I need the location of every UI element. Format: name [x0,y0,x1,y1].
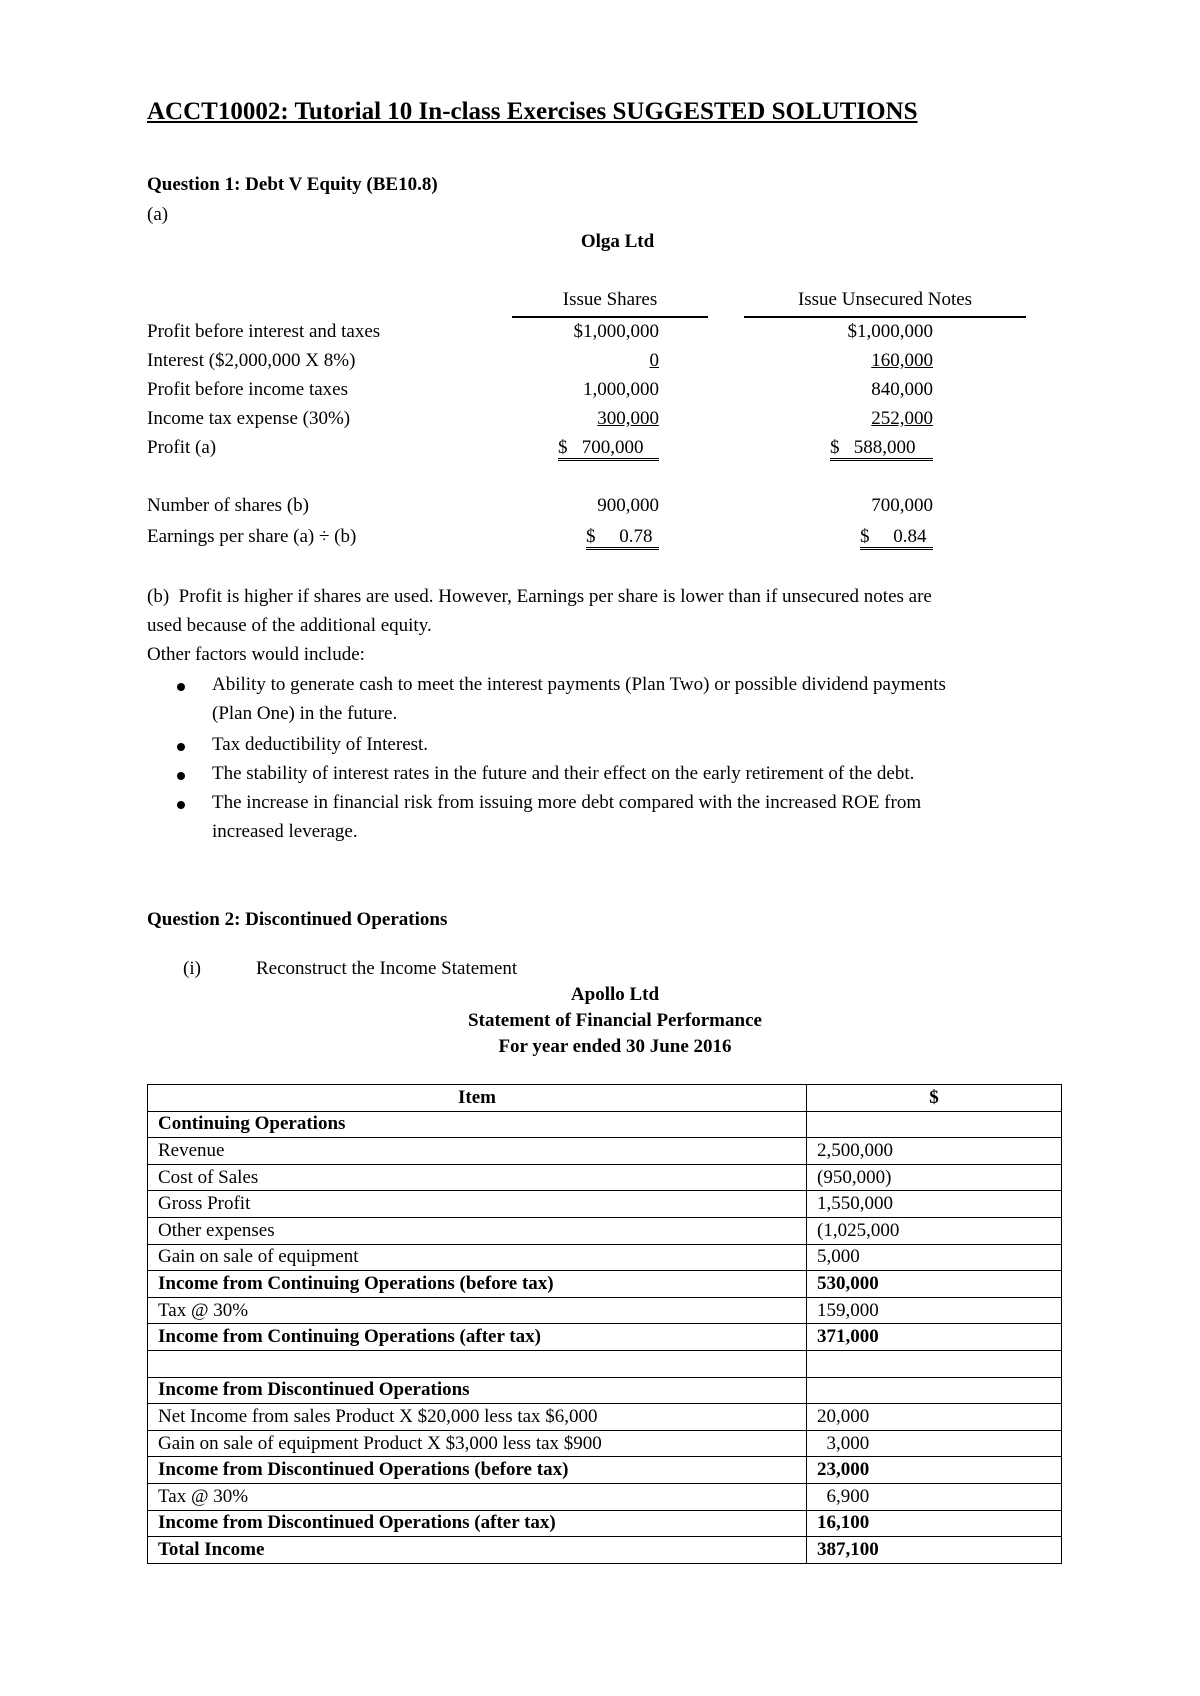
document-title: ACCT10002: Tutorial 10 In-class Exercises SUGGESTED SOLUTIONS [147,98,918,125]
table-row [148,1483,1062,1510]
q1-row-shares-value [586,526,659,550]
table-row [148,1324,1062,1351]
q2-part-i-text: Reconstruct the Income Statement [256,958,518,979]
table-cell-item: Income from Discontinued Operations (before tax) [148,1457,807,1484]
table-cell-item: Continuing Operations [148,1111,807,1138]
table-cell-amount: 3,000 [807,1430,1062,1457]
table-cell-item: Total Income [148,1537,807,1564]
q1-row-notes-value-text: 160,000 [871,350,933,371]
table-cell-item: Income from Continuing Operations (before tax) [148,1271,807,1298]
table-cell-item: Income from Discontinued Operations (after tax) [148,1510,807,1537]
q1-row-notes-value-text: $ 588,000 [830,438,933,461]
q1-part-b-text-cont: used because of the additional equity. [147,615,432,636]
table-cell-item: Tax @ 30% [148,1297,807,1324]
q2-statement-title: Statement of Financial Performance [468,1010,762,1031]
table-cell-amount: 1,550,000 [807,1191,1062,1218]
bullet-icon [177,743,185,751]
table-cell-item: Gross Profit [148,1191,807,1218]
table-cell-item: Cost of Sales [148,1164,807,1191]
q1-row-notes-value [860,526,933,550]
q1-row-label: Interest ($2,000,000 X 8%) [147,350,356,371]
table-cell-amount: 6,900 [807,1483,1062,1510]
table-cell-amount [807,1111,1062,1138]
table-cell-amount [807,1350,1062,1377]
bullet-icon [177,801,185,809]
table-cell-amount: (1,025,000 [807,1217,1062,1244]
table-row [148,1138,1062,1165]
q1-header-rule-shares [512,316,708,318]
q1-part-b-text: (b) Profit is higher if shares are used. However, Earnings per share is lower than if unsecured notes are [147,586,932,607]
q1-factor-item-cont: (Plan One) in the future. [212,703,398,724]
q1-row-shares-value: $1,000,000 [573,321,659,342]
table-cell-item: Income from Continuing Operations (after tax) [148,1324,807,1351]
q1-row-label: Number of shares (b) [147,495,309,516]
q1-row-notes-value: $1,000,000 [847,321,933,342]
table-cell-item: Tax @ 30% [148,1483,807,1510]
table-header-row [148,1085,1062,1112]
q1-header-rule-notes [744,316,1026,318]
table-row [148,1457,1062,1484]
table-header-amount: $ [807,1085,1062,1112]
table-cell-amount: 159,000 [807,1297,1062,1324]
table-cell-item: Gain on sale of equipment [148,1244,807,1271]
q1-row-notes-value-text: $ 0.84 [860,527,933,550]
table-cell-item [148,1350,807,1377]
q1-factor-item: The stability of interest rates in the future and their effect on the early retirement of the debt. [212,763,915,784]
table-row [148,1164,1062,1191]
q1-row-label: Earnings per share (a) ÷ (b) [147,526,357,547]
q1-row-notes-value [830,350,933,372]
table-cell-amount: 387,100 [807,1537,1062,1564]
q2-part-i-label: (i) [183,958,201,979]
q1-factor-item: Ability to generate cash to meet the interest payments (Plan Two) or possible dividend payments [212,674,946,695]
table-row [148,1297,1062,1324]
q1-row-notes-value: 700,000 [871,495,933,516]
q1-factor-item: The increase in financial risk from issuing more debt compared with the increased ROE from [212,792,922,813]
income-statement-table [147,1084,1062,1564]
table-cell-amount: 371,000 [807,1324,1062,1351]
q1-row-label: Profit before income taxes [147,379,349,400]
q1-row-shares-value [558,437,659,461]
q1-row-label: Profit (a) [147,437,217,458]
table-cell-amount: 23,000 [807,1457,1062,1484]
table-cell-item: Gain on sale of equipment Product X $3,000 less tax $900 [148,1430,807,1457]
q1-row-shares-value [558,408,659,430]
table-cell-item: Revenue [148,1138,807,1165]
table-row [148,1537,1062,1564]
table-cell-amount: 16,100 [807,1510,1062,1537]
q1-row-shares-value-text: $ 700,000 [558,438,659,461]
q1-row-label: Income tax expense (30%) [147,408,351,429]
table-cell-item: Net Income from sales Product X $20,000 less tax $6,000 [148,1404,807,1431]
q1-factor-item-cont: increased leverage. [212,821,358,842]
q1-row-shares-value-text: $ 0.78 [586,527,659,550]
table-row [148,1350,1062,1377]
table-row [148,1244,1062,1271]
q1-row-shares-value-text: 300,000 [597,408,659,429]
table-cell-amount: (950,000) [807,1164,1062,1191]
q2-period: For year ended 30 June 2016 [498,1036,732,1057]
table-header-item: Item [148,1085,807,1112]
table-row [148,1191,1062,1218]
q1-heading: Question 1: Debt V Equity (BE10.8) [147,174,438,195]
table-cell-amount: 20,000 [807,1404,1062,1431]
table-cell-amount: 2,500,000 [807,1138,1062,1165]
q1-row-notes-value [830,437,933,461]
q1-row-shares-value-text: 0 [649,350,659,371]
q1-col-header-notes: Issue Unsecured Notes [797,289,973,310]
table-cell-item: Income from Discontinued Operations [148,1377,807,1404]
q2-company-name: Apollo Ltd [570,984,660,1005]
q1-row-label: Profit before interest and taxes [147,321,381,342]
q1-row-shares-value: 1,000,000 [583,379,659,400]
q1-row-notes-value: 840,000 [871,379,933,400]
q2-heading: Question 2: Discontinued Operations [147,909,448,930]
bullet-icon [177,683,185,691]
q1-part-a-label: (a) [147,204,169,225]
q1-row-notes-value-text: 252,000 [871,408,933,429]
q1-row-shares-value: 900,000 [597,495,659,516]
table-row [148,1430,1062,1457]
q1-factor-item: Tax deductibility of Interest. [212,734,429,755]
table-row [148,1111,1062,1138]
q1-row-shares-value [558,350,659,372]
table-cell-amount: 530,000 [807,1271,1062,1298]
q1-col-header-shares: Issue Shares [562,289,658,310]
q1-other-factors-label: Other factors would include: [147,644,365,665]
table-row [148,1510,1062,1537]
table-cell-amount: 5,000 [807,1244,1062,1271]
table-row [148,1377,1062,1404]
q1-row-notes-value [830,408,933,430]
q1-company-name: Olga Ltd [580,231,655,252]
table-row [148,1271,1062,1298]
table-row [148,1217,1062,1244]
table-row [148,1404,1062,1431]
bullet-icon [177,772,185,780]
table-cell-amount [807,1377,1062,1404]
table-cell-item: Other expenses [148,1217,807,1244]
